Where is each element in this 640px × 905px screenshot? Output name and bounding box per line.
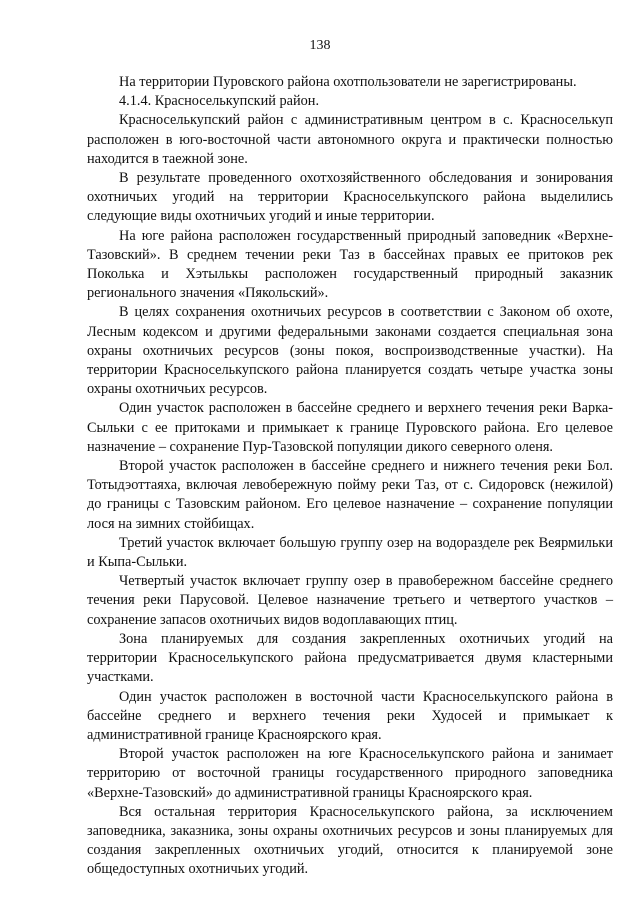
paragraph: Второй участок расположен на юге Красноселькупского района и занимает территорию от восточной границы государственного природного заповедника «Верхне-Тазовский» до административной границы Красноярского края.	[87, 746, 613, 801]
paragraph: На юге района расположен государственный природный заповедник «Верхне-Тазовский». В среднем течении реки Таз в бассейнах правых ее притоков рек Поколька и Хэтылькы расположен государственный природный заказник регионального значения «Пякольский».	[87, 227, 613, 302]
paragraph: Четвертый участок включает группу озер в правобережном бассейне среднего течения реки Парусовой. Целевое назначение третьего и четвертого участков – сохранение запасов охотничьих видов водоплавающих птиц.	[87, 573, 613, 628]
paragraph: Один участок расположен в бассейне среднего и верхнего течения реки Варка-Сыльки с ее притоками и примыкает к границе Пуровского района. Его целевое назначение – сохранение Пур-Тазовской популяции дикого северного оленя.	[87, 400, 613, 455]
paragraph: Один участок расположен в восточной части Красноселькупского района в бассейне среднего и верхнего течения реки Худосей и примыкает к административной границе Красноярского края.	[87, 688, 613, 743]
paragraph: Зона планируемых для создания закрепленных охотничьих угодий на территории Красноселькупского района предусматривается двумя кластерными участками.	[87, 630, 613, 686]
paragraph: Вся остальная территория Красноселькупского района, за исключением заповедника, заказника, зоны охраны охотничьих ресурсов и зоны планируемых для создания закрепленных охотничьих угодий, относится к планируемой зоне общедоступных охотничьих угодий.	[87, 803, 613, 878]
paragraph: Второй участок расположен в бассейне среднего и нижнего течения реки Бол. Тотыдэоттаяха, включая левобережную пойму реки Таз, от с. Сидоровск (нежилой) до границы с Тазовским районом. Его целевое назначение – сохранение популяции лося на зимних стойбищах.	[87, 458, 613, 532]
paragraph: В целях сохранения охотничьих ресурсов в соответствии с Законом об охоте, Лесным кодексом и другими федеральными законами создается специальная зона охраны охотничьих ресурсов (зоны покоя, воспроизводственные участки). На территории Красноселькупского района планируется создать четыре участка зоны охраны охотничьих ресурсов.	[87, 304, 613, 398]
paragraph: Красноселькупский район с административным центром в с. Красноселькуп расположен в юго-восточной части автономного округа и практически полностью находится в таежной зоне.	[87, 112, 613, 167]
paragraph: Третий участок включает большую группу озер на водоразделе рек Веярмильки и Кыпа-Сыльки.	[87, 534, 613, 571]
section-heading: 4.1.4. Красноселькупский район.	[119, 93, 320, 110]
document-body	[87, 73, 613, 880]
paragraph: На территории Пуровского района охотпользователи не зарегистрированы.	[119, 74, 577, 90]
paragraph: В результате проведенного охотхозяйственного обследования и зонирования охотничьих угодий на территории Красноселькупского района выделились следующие виды охотничьих угодий и иные территории.	[87, 170, 613, 225]
page-number: 138	[309, 38, 331, 53]
